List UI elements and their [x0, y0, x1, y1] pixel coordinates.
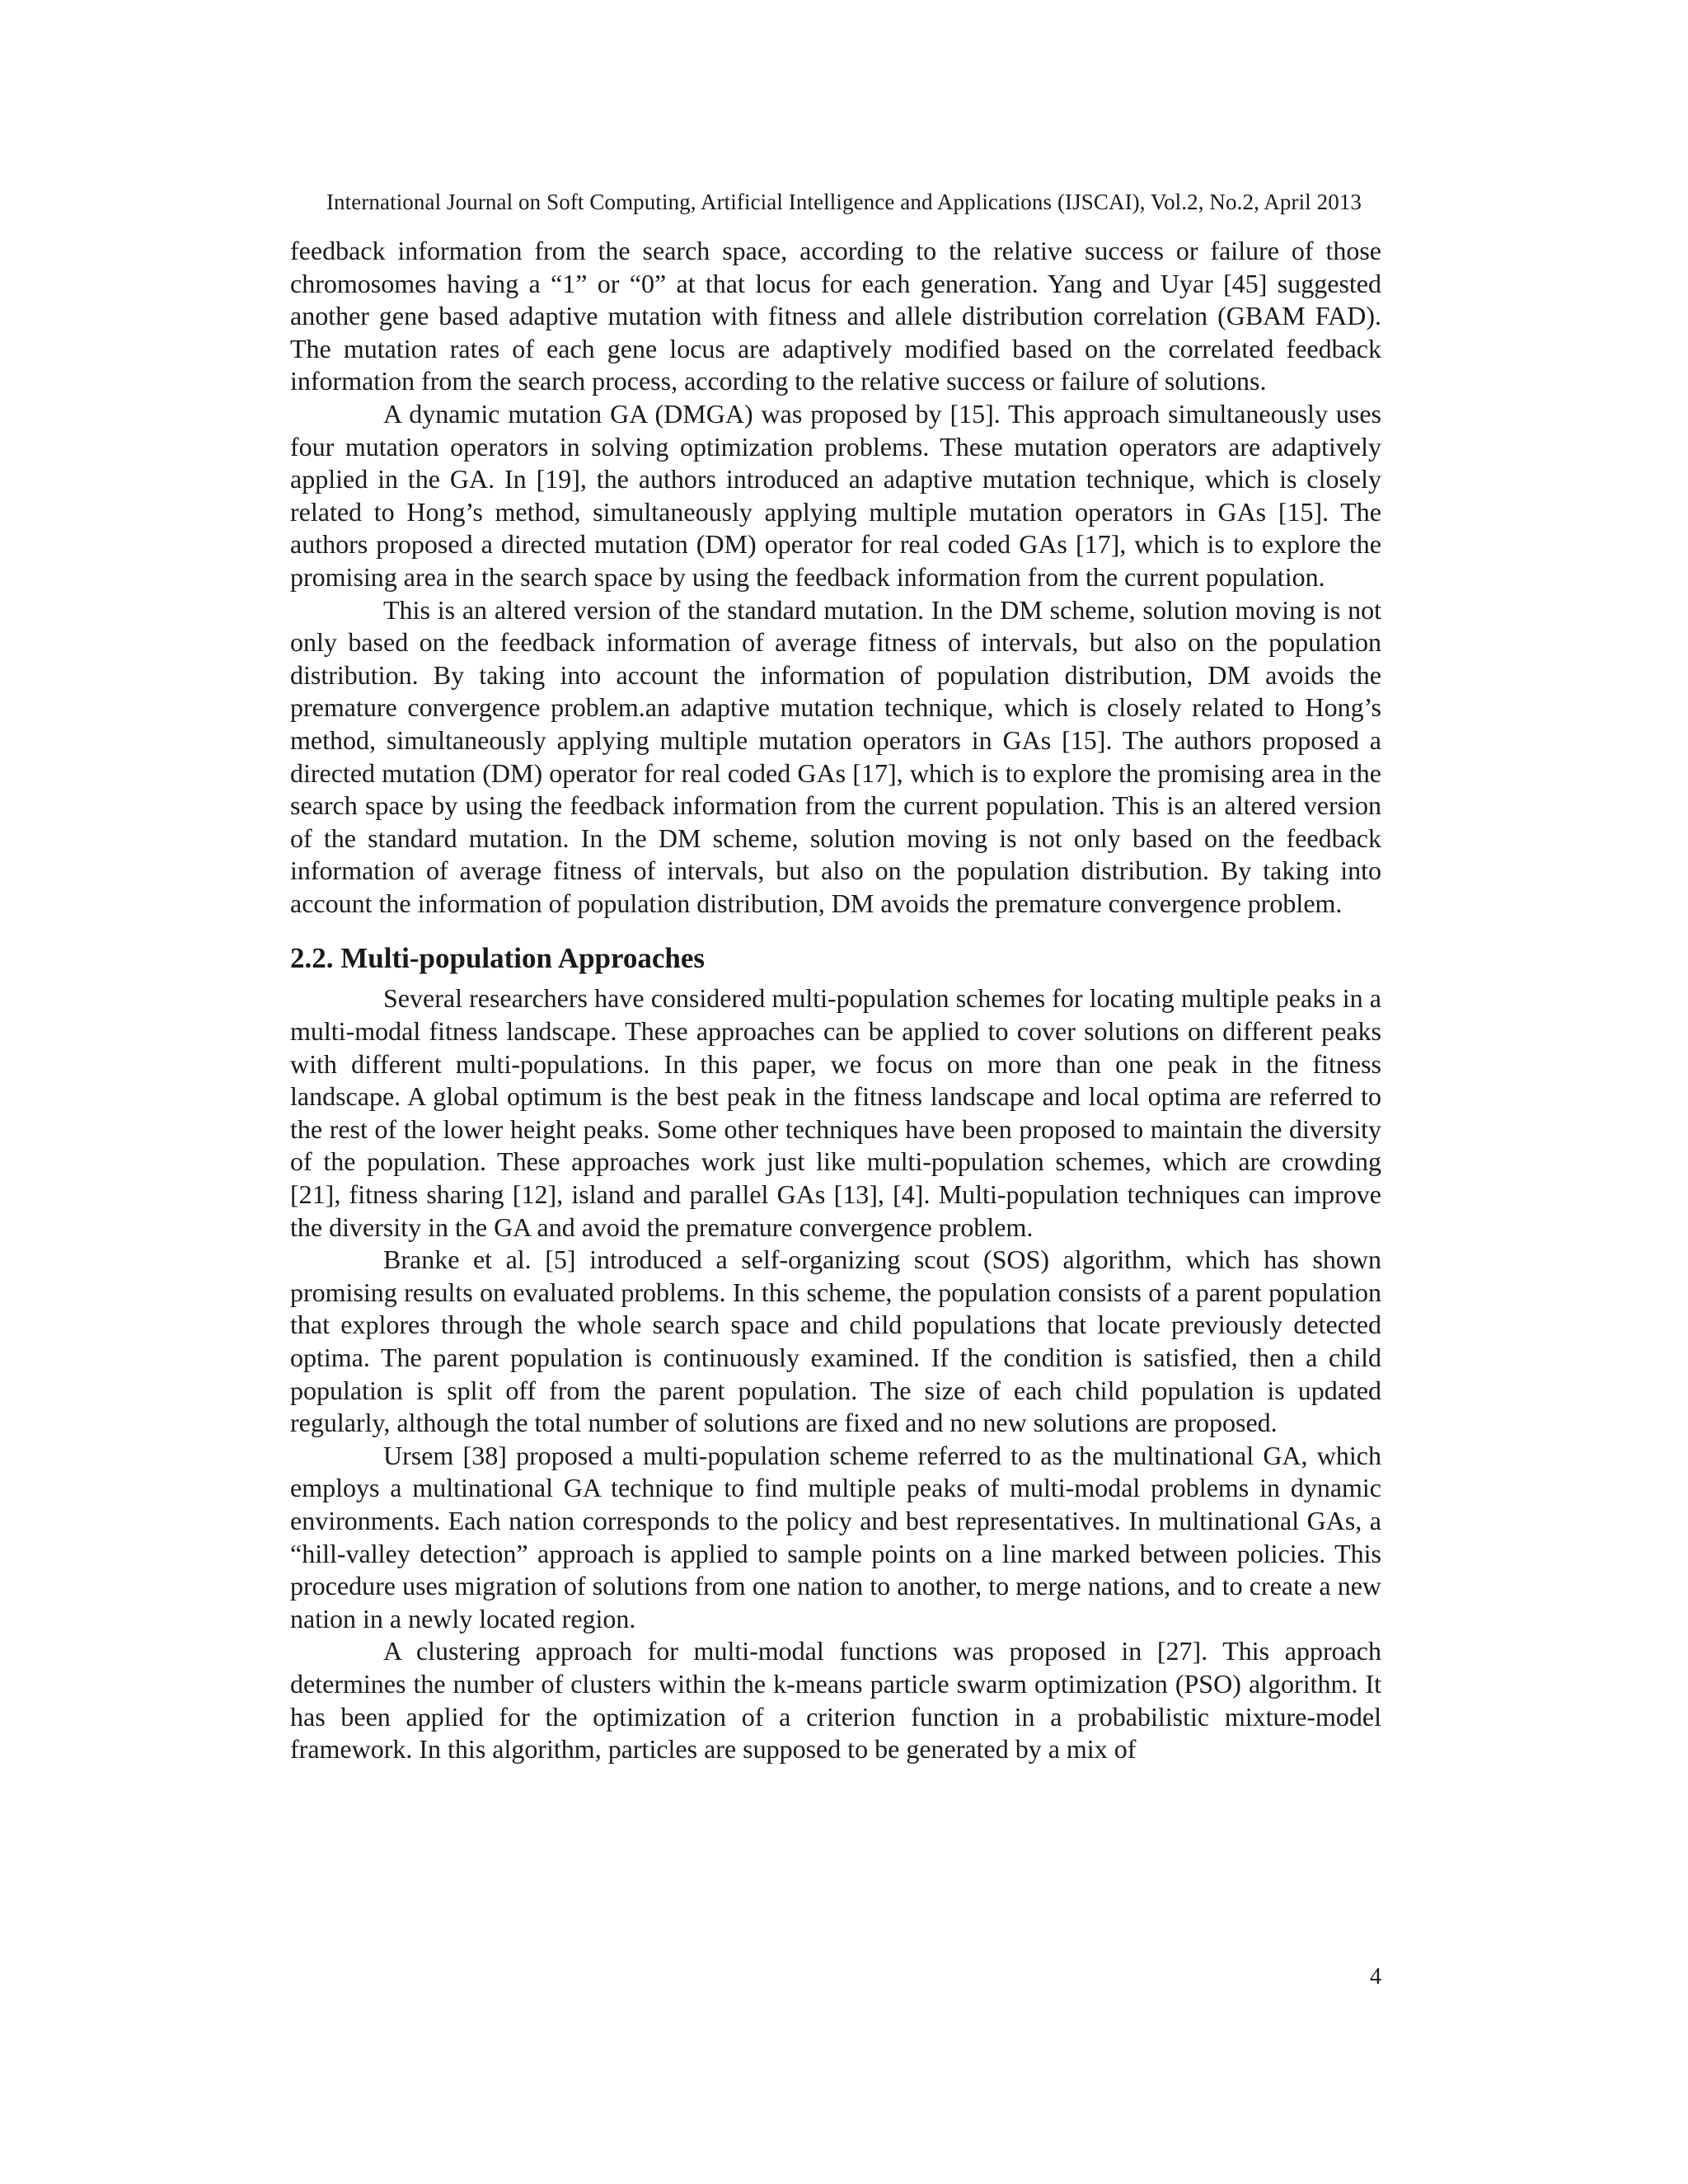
body-text	[290, 235, 1381, 1766]
paragraph-dm-scheme: This is an altered version of the standard mutation. In the DM scheme, solution moving is not only based on the feedback information of average fitness of intervals, but also on the population distribution. By taking into account the information of population distribution, DM avoids the premature convergence problem.an adaptive mutation technique, which is closely related to Hong’s method, simultaneously applying multiple mutation operators in GAs [15]. The authors proposed a directed mutation (DM) operator for real coded GAs [17], which is to explore the promising area in the search space by using the feedback information from the current population. This is an altered version of the standard mutation. In the DM scheme, solution moving is not only based on the feedback information of average fitness of intervals, but also on the population distribution. By taking into account the information of population distribution, DM avoids the premature convergence problem.	[290, 594, 1381, 918]
section-heading: 2.2. Multi-population Approaches	[290, 942, 706, 975]
paragraph-multi-population: Several researchers have considered multi-population schemes for locating multiple peaks in a multi-modal fitness landscape. These approaches can be applied to cover solutions on different peaks with different multi-populations. In this paper, we focus on more than one peak in the fitness landscape. A global optimum is the best peak in the fitness landscape and local optima are referred to the rest of the lower height peaks. Some other techniques have been proposed to maintain the diversity of the population. These approaches work just like multi-population schemes, which are crowding [21], fitness sharing [12], island and parallel GAs [13], [4]. Multi-population techniques can improve the diversity in the GA and avoid the premature convergence problem.	[290, 983, 1381, 1242]
paragraph-ursem: Ursem [38] proposed a multi-population scheme referred to as the multinational GA, which employs a multinational GA technique to find multiple peaks of multi-modal problems in dynamic environments. Each nation corresponds to the policy and best representatives. In multinational GAs, a “hill-valley detection” approach is applied to sample points on a line marked between policies. This procedure uses migration of solutions from one nation to another, to merge nations, and to create a new nation in a newly located region.	[290, 1440, 1381, 1633]
paragraph-dmga: A dynamic mutation GA (DMGA) was proposed by [15]. This approach simultaneously uses four mutation operators in solving optimization problems. These mutation operators are adaptively applied in the GA. In [19], the authors introduced an adaptive mutation technique, which is closely related to Hong’s method, simultaneously applying multiple mutation operators in GAs [15]. The authors proposed a directed mutation (DM) operator for real coded GAs [17], which is to explore the promising area in the search space by using the feedback information from the current population.	[290, 398, 1381, 592]
running-header: International Journal on Soft Computing, Artificial Intelligence and Applications (IJSCAI), Vol.2, No.2, April 2013	[326, 190, 1362, 214]
page-number: 4	[1370, 1964, 1381, 1990]
paragraph-continued: feedback information from the search space, according to the relative success or failure of those chromosomes having a “1” or “0” at that locus for each generation. Yang and Uyar [45] suggested another gene based adaptive mutation with fitness and allele distribution correlation (GBAM FAD). The mutation rates of each gene locus are adaptively modified based on the correlated feedback information from the search process, according to the relative success or failure of solutions.	[290, 236, 1381, 396]
paragraph-branke: Branke et al. [5] introduced a self-organizing scout (SOS) algorithm, which has shown promising results on evaluated problems. In this scheme, the population consists of a parent population that explores through the whole search space and child populations that locate previously detected optima. The parent population is continuously examined. If the condition is satisfied, then a child population is split off from the parent population. The size of each child population is updated regularly, although the total number of solutions are fixed and no new solutions are proposed.	[290, 1244, 1381, 1438]
paragraph-clustering: A clustering approach for multi-modal functions was proposed in [27]. This approach determines the number of clusters within the k-means particle swarm optimization (PSO) algorithm. It has been applied for the optimization of a criterion function in a probabilistic mixture-model framework. In this algorithm, particles are supposed to be generated by a mix of	[290, 1636, 1381, 1765]
